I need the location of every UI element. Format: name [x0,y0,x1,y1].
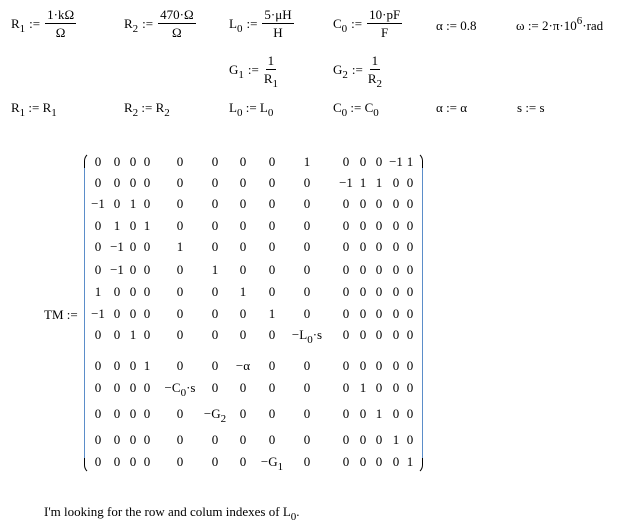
matrix-cell: 0 [359,358,367,373]
cursor-bar-right [422,168,423,458]
matrix-cell: 0 [211,432,219,447]
matrix-cell: 0 [143,306,151,321]
matrix-cell: 0 [176,327,184,342]
sym-alpha[interactable]: α := α [436,100,468,115]
matrix-cell: 0 [406,306,414,321]
matrix-cell: 0 [176,175,184,190]
matrix-cell: 0 [392,196,400,211]
matrix-cell: 0 [359,239,367,254]
matrix-cell: 0 [113,175,121,190]
matrix-cell: 0 [239,154,247,169]
matrix-cell: 0 [211,327,219,342]
matrix-cell: 1 [406,454,414,469]
matrix-cell: 0 [392,218,400,233]
matrix-cell: $-C_0\cdot s$ [164,380,196,399]
matrix-cell: 0 [176,284,184,299]
matrix-cell: 0 [94,380,102,395]
matrix-cell: 0 [375,196,383,211]
matrix-cell: 0 [176,196,184,211]
matrix-cell: 0 [303,432,311,447]
matrix-cell: 1 [406,154,414,169]
matrix-cell: 0 [113,380,121,395]
matrix-cell: 0 [342,327,350,342]
matrix-cell: 0 [342,454,350,469]
matrix-cell: 0 [342,284,350,299]
matrix-cell: −1 [389,154,403,169]
question-text: I'm looking for the row and colum indexes of $L_0$. [44,504,300,523]
matrix-cell: 0 [303,306,311,321]
matrix-cell: 0 [268,239,276,254]
matrix-cell: 1 [176,239,184,254]
matrix-cell: 0 [392,380,400,395]
matrix-cell: 0 [303,239,311,254]
matrix-cell: 0 [176,306,184,321]
matrix-cell: 0 [94,327,102,342]
matrix-cell: 0 [375,284,383,299]
matrix-cell: 0 [392,262,400,277]
matrix-cell: 0 [113,358,121,373]
matrix-cell: 0 [211,196,219,211]
matrix-cell: 0 [211,154,219,169]
matrix-cell: −1 [110,239,124,254]
matrix-cell: 0 [143,327,151,342]
matrix-cell: 1 [375,175,383,190]
matrix-cell: 1 [94,284,102,299]
matrix-cell: 0 [392,454,400,469]
matrix-cell: 1 [143,218,151,233]
matrix-label: TM := [44,307,78,322]
matrix-cell: 1 [359,380,367,395]
matrix-cell: 0 [375,262,383,277]
matrix-cell: 0 [94,218,102,233]
matrix-cell: 0 [239,432,247,447]
matrix-cell: 0 [239,327,247,342]
matrix-cell: 0 [359,218,367,233]
matrix-cell: −1 [339,175,353,190]
matrix-cell: 0 [375,239,383,254]
matrix-cell: 0 [406,218,414,233]
matrix-cell: 0 [176,358,184,373]
matrix-cell: 0 [406,284,414,299]
matrix-cell: 0 [392,239,400,254]
matrix-cell: 0 [303,406,311,421]
matrix-cell: 1 [375,406,383,421]
sym-r1[interactable]: $R_1$ := $R_1$ [11,100,57,119]
matrix-cell: $-G_2$ [203,406,227,425]
matrix-cell: 0 [406,358,414,373]
matrix-cell: 0 [268,196,276,211]
matrix-cell: 0 [113,284,121,299]
matrix-cell: 0 [143,432,151,447]
matrix-cell: 0 [94,262,102,277]
matrix-cell: 0 [359,406,367,421]
matrix-cell: 1 [143,358,151,373]
matrix-cell: 0 [406,196,414,211]
matrix-cell: 0 [268,358,276,373]
def-alpha[interactable]: α := 0.8 [436,18,477,33]
matrix-cell: 0 [176,454,184,469]
sym-l0[interactable]: $L_0$ := $L_0$ [229,100,274,119]
matrix-cell: 0 [239,306,247,321]
matrix-cell: 0 [129,306,137,321]
assign-op: := [29,16,41,31]
matrix-cell: 0 [129,406,137,421]
matrix-cell: 0 [211,380,219,395]
matrix-cell: 0 [239,262,247,277]
matrix-cell: −1 [91,306,105,321]
matrix-cell: 0 [176,154,184,169]
matrix-cell: 0 [143,380,151,395]
matrix-cell: 0 [303,175,311,190]
matrix-cell: 0 [342,262,350,277]
matrix-cell: 0 [359,454,367,469]
matrix-cell: 1 [129,327,137,342]
matrix-cell: 0 [406,262,414,277]
matrix-cell: 0 [129,262,137,277]
matrix-cell: 0 [359,196,367,211]
def-l0[interactable]: $L_0$ := $\frac{5\cdot\mu H}{H}$ [229,7,292,40]
matrix-cell: 0 [211,218,219,233]
fraction: $\frac{1\cdot k\Omega}{\Omega}$ [47,7,75,40]
matrix-cell: 0 [268,218,276,233]
matrix-cell: 0 [211,454,219,469]
def-omega[interactable]: ω := $2\cdot\pi\cdot 10^6\cdot rad$ [516,15,604,33]
def-c0[interactable]: $C_0$ := $\frac{10\cdot pF}{F}$ [333,7,401,40]
matrix-cell: 1 [239,284,247,299]
matrix-cell: 0 [392,327,400,342]
matrix-cell: 0 [392,306,400,321]
matrix-cell: 0 [211,239,219,254]
matrix-cell: 0 [129,239,137,254]
matrix-cell: 0 [94,454,102,469]
matrix-cell: 0 [406,327,414,342]
matrix-cell: 0 [359,154,367,169]
matrix-cell: 0 [375,327,383,342]
matrix-cell: 0 [359,262,367,277]
matrix-cell: 0 [268,432,276,447]
matrix-cell: 0 [143,284,151,299]
matrix-cell: 0 [176,432,184,447]
matrix-cell: 0 [303,196,311,211]
matrix-cell: 0 [342,306,350,321]
matrix-cell: 0 [239,196,247,211]
matrix-cell: 0 [143,262,151,277]
matrix-cell: 0 [268,175,276,190]
matrix-cell: 0 [129,284,137,299]
matrix-cell: 0 [375,432,383,447]
matrix-cell: 0 [129,380,137,395]
matrix-cell: 0 [392,284,400,299]
matrix-cell: 0 [239,380,247,395]
matrix-cell: 0 [359,432,367,447]
matrix-cell: 0 [239,239,247,254]
matrix-cell: 0 [239,218,247,233]
matrix-cell: 0 [342,196,350,211]
matrix-cell: −1 [91,196,105,211]
matrix-cell: 0 [342,154,350,169]
cursor-bar-left [84,168,85,458]
def-r1[interactable] [11,8,76,40]
matrix-cell: 1 [303,154,311,169]
matrix-cell: 0 [94,175,102,190]
matrix-cell: 0 [392,406,400,421]
matrix-cell: 0 [239,175,247,190]
matrix-cell: 0 [143,454,151,469]
matrix-cell: 0 [342,380,350,395]
matrix-cell: 0 [375,380,383,395]
matrix-cell: 0 [143,406,151,421]
matrix-cell: 1 [268,306,276,321]
matrix-cell: 0 [94,154,102,169]
matrix-cell: 0 [268,154,276,169]
matrix-cell: 0 [268,380,276,395]
matrix-cell: 0 [129,154,137,169]
matrix-cell: 0 [113,432,121,447]
matrix-cell: 0 [211,284,219,299]
matrix-cell: 0 [94,406,102,421]
matrix-cell: 0 [113,406,121,421]
def-r2[interactable]: $R_2$ := $\frac{470\cdot\Omega}{\Omega}$ [124,7,194,40]
matrix-cell: 0 [268,406,276,421]
matrix-cell: 0 [113,196,121,211]
matrix-cell: $-L_0\cdot s$ [291,327,323,346]
matrix-cell: 0 [113,454,121,469]
matrix-cell: 0 [375,154,383,169]
matrix-cell: 1 [359,175,367,190]
matrix-cell: 0 [342,406,350,421]
matrix-cell: 1 [129,196,137,211]
matrix-cell: 0 [113,306,121,321]
matrix-cell: 0 [375,218,383,233]
matrix-cell: 0 [176,406,184,421]
matrix-cell: 0 [342,218,350,233]
matrix-cell: 0 [211,358,219,373]
matrix-cell: 0 [143,175,151,190]
matrix-cell: 0 [211,306,219,321]
matrix-cell: 0 [129,358,137,373]
matrix-cell: 0 [342,358,350,373]
matrix-cell: 0 [303,218,311,233]
matrix-cell: 0 [303,262,311,277]
def-g2[interactable]: $G_2$ := $\frac{1}{R_2}$ [333,53,383,90]
matrix-cell: 0 [375,454,383,469]
matrix-cell: 0 [268,327,276,342]
matrix-cell: 0 [392,358,400,373]
sym-c0[interactable]: $C_0$ := $C_0$ [333,100,379,119]
matrix-cell: 0 [143,154,151,169]
matrix-cell: 0 [94,239,102,254]
matrix-cell: 0 [211,175,219,190]
matrix-cell: 0 [375,306,383,321]
matrix-cell: 0 [406,432,414,447]
matrix-cell: 0 [406,239,414,254]
matrix-cell: 0 [342,239,350,254]
matrix-cell: 1 [113,218,121,233]
matrix-cell: 0 [406,175,414,190]
def-g1[interactable]: $G_1$ := $\frac{1}{R_1}$ [229,53,279,90]
matrix-cell: 0 [143,239,151,254]
sym-r2[interactable]: $R_2$ := $R_2$ [124,100,170,119]
matrix-cell: 0 [406,380,414,395]
matrix-cell: 0 [303,284,311,299]
matrix-cell: 0 [303,380,311,395]
matrix-cell: 0 [406,406,414,421]
matrix-cell: −α [235,358,251,373]
matrix-cell: 0 [129,218,137,233]
matrix-cell: 0 [268,262,276,277]
matrix-cell: 0 [375,358,383,373]
matrix-cell: 0 [359,306,367,321]
matrix-cell: 0 [239,454,247,469]
matrix-cell: 0 [129,175,137,190]
matrix-cell: 0 [94,358,102,373]
matrix-cell: −1 [110,262,124,277]
matrix-cell: 0 [303,358,311,373]
matrix-cell: 0 [129,432,137,447]
matrix-cell: 0 [94,432,102,447]
matrix-cell: 0 [342,432,350,447]
matrix-cell: 0 [176,218,184,233]
matrix-cell: 0 [176,262,184,277]
matrix-cell: 0 [392,175,400,190]
matrix-cell: 0 [303,454,311,469]
matrix-cell: $-G_1$ [260,454,284,473]
matrix-cell: 0 [113,154,121,169]
matrix-cell: 1 [392,432,400,447]
matrix-cell: 0 [239,406,247,421]
matrix-cell: 0 [359,327,367,342]
matrix-cell: 0 [359,284,367,299]
matrix-cell: 1 [211,262,219,277]
matrix-cell: 0 [268,284,276,299]
matrix-cell: 0 [129,454,137,469]
lhs: $R_1$ [11,16,26,35]
matrix-cell: 0 [143,196,151,211]
sym-s[interactable]: s := s [517,100,545,115]
matrix-cell: 0 [113,327,121,342]
